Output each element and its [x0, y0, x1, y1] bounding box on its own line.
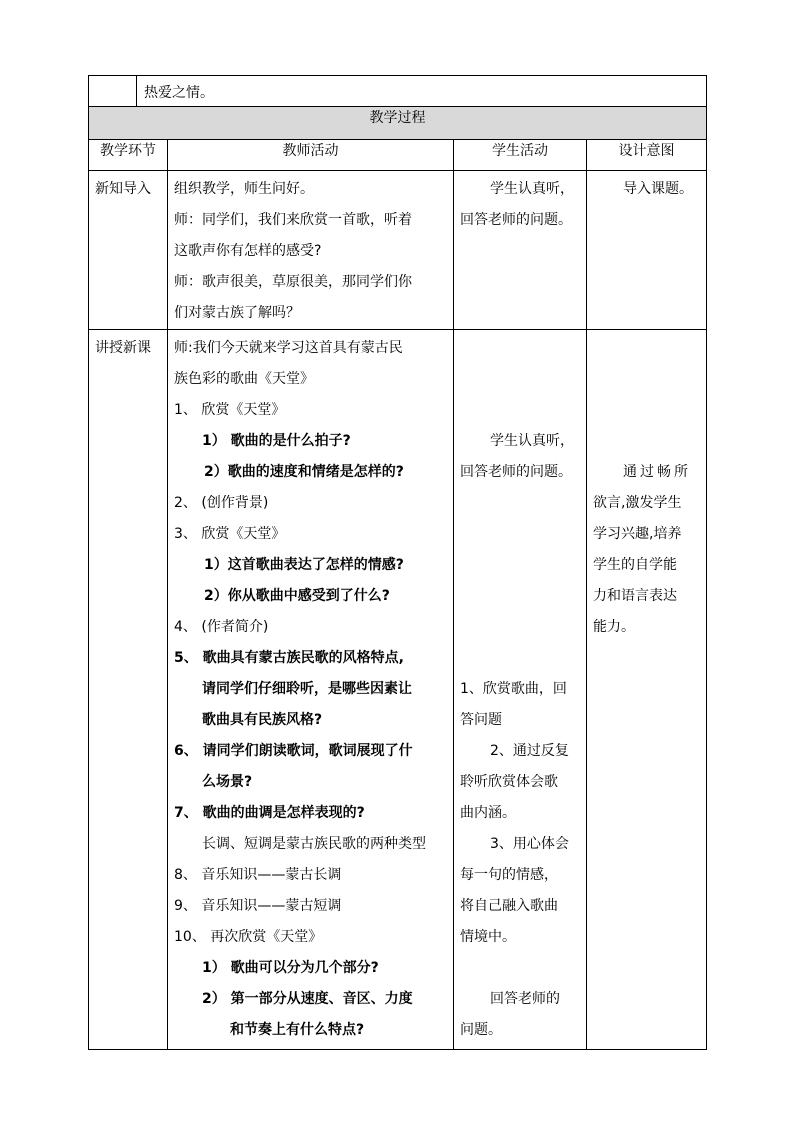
student-line: 聆听欣赏体会歌 — [460, 774, 558, 790]
teacher-line: 1）这首歌曲表达了怎样的情感? — [204, 557, 404, 573]
intent-line: 力和语言表达 — [593, 588, 677, 604]
teacher-line: 5、 歌曲具有蒙古族民歌的风格特点, — [174, 650, 404, 666]
teacher-line: 2）歌曲的速度和情绪是怎样的? — [204, 464, 404, 480]
teacher-line: 3、 欣赏《天堂》 — [174, 526, 286, 542]
student-line: 情境中。 — [460, 929, 516, 945]
blank-cell — [89, 76, 137, 107]
intent-line: 学生的自学能 — [593, 557, 677, 573]
student-line: 回答老师的问题。 — [460, 212, 572, 228]
teacher-line: 4、 (作者简介) — [174, 619, 269, 635]
continuation-text: 热爱之情。 — [144, 85, 214, 101]
student-line: 1、欣赏歌曲，回 — [460, 681, 567, 697]
header-student: 学生活动 — [454, 140, 587, 171]
student-line: 2、通过反复 — [490, 743, 569, 759]
student-line: 学生认真听， — [490, 181, 574, 197]
intent-line: 欲言,激发学生 — [593, 495, 682, 511]
intent-line: 能力。 — [593, 619, 635, 635]
stage-label: 新知导入 — [95, 181, 151, 197]
teacher-line: 歌曲具有民族风格? — [202, 712, 323, 728]
intent-line: 通过畅所 — [623, 464, 691, 480]
teacher-line: 请同学们仔细聆听，是哪些因素让 — [202, 681, 412, 697]
intent-line: 学习兴趣,培养 — [593, 526, 682, 542]
teacher-line: 1） 歌曲可以分为几个部分? — [202, 960, 379, 976]
student-line: 问题。 — [460, 1022, 502, 1038]
teacher-line: 和节奏上有什么特点? — [230, 1022, 365, 1038]
intent-line: 导入课题。 — [623, 181, 693, 197]
teacher-line: 么场景? — [202, 774, 253, 790]
lesson-plan-table — [88, 75, 707, 1050]
student-line: 曲内涵。 — [460, 805, 516, 821]
student-line: 3、用心体会 — [490, 836, 569, 852]
teacher-line: 7、 歌曲的曲调是怎样表现的? — [174, 805, 365, 821]
teacher-line: 2、 (创作背景) — [174, 495, 269, 511]
teacher-line: 组织教学，师生问好。 — [174, 181, 314, 197]
teacher-line: 2） 第一部分从速度、音区、力度 — [202, 991, 413, 1007]
stage-label: 讲授新课 — [95, 340, 151, 356]
teacher-line: 们对蒙古族了解吗？ — [174, 305, 300, 321]
teacher-line: 这歌声你有怎样的感受? — [174, 243, 322, 259]
teacher-line: 长调、短调是蒙古族民歌的两种类型 — [202, 836, 426, 852]
student-line: 学生认真听， — [490, 433, 574, 449]
teacher-line: 1、 欣赏《天堂》 — [174, 402, 286, 418]
teacher-line: 2）你从歌曲中感受到了什么? — [204, 588, 390, 604]
row-lecture — [89, 330, 707, 1050]
header-stage: 教学环节 — [89, 140, 168, 171]
teacher-line: 10、 再次欣赏《天堂》 — [174, 929, 323, 945]
header-intent: 设计意图 — [587, 140, 707, 171]
section-title: 教学过程 — [89, 107, 707, 140]
student-line: 答问题 — [460, 712, 502, 728]
teacher-line: 9、 音乐知识——蒙古短调 — [174, 898, 342, 914]
student-line: 每一句的情感， — [460, 867, 558, 883]
teacher-line: 6、 请同学们朗读歌词，歌词展现了什 — [174, 743, 413, 759]
teacher-line: 1） 歌曲的是什么拍子? — [202, 433, 351, 449]
teacher-line: 8、 音乐知识——蒙古长调 — [174, 867, 342, 883]
teacher-line: 师:我们今天就来学习这首具有蒙古民 — [174, 340, 403, 356]
continuation-row — [89, 76, 707, 107]
header-teacher: 教师活动 — [168, 140, 454, 171]
section-header-row — [89, 107, 707, 140]
student-line: 回答老师的 — [490, 991, 560, 1007]
teacher-line: 师：歌声很美，草原很美，那同学们你 — [174, 274, 412, 290]
row-new-knowledge — [89, 171, 707, 330]
continuation-cell — [137, 76, 707, 107]
student-line: 回答老师的问题。 — [460, 464, 572, 480]
column-header-row — [89, 140, 707, 171]
student-line: 将自己融入歌曲 — [460, 898, 558, 914]
teacher-line: 师：同学们，我们来欣赏一首歌，听着 — [174, 212, 412, 228]
teacher-line: 族色彩的歌曲《天堂》 — [174, 371, 314, 387]
